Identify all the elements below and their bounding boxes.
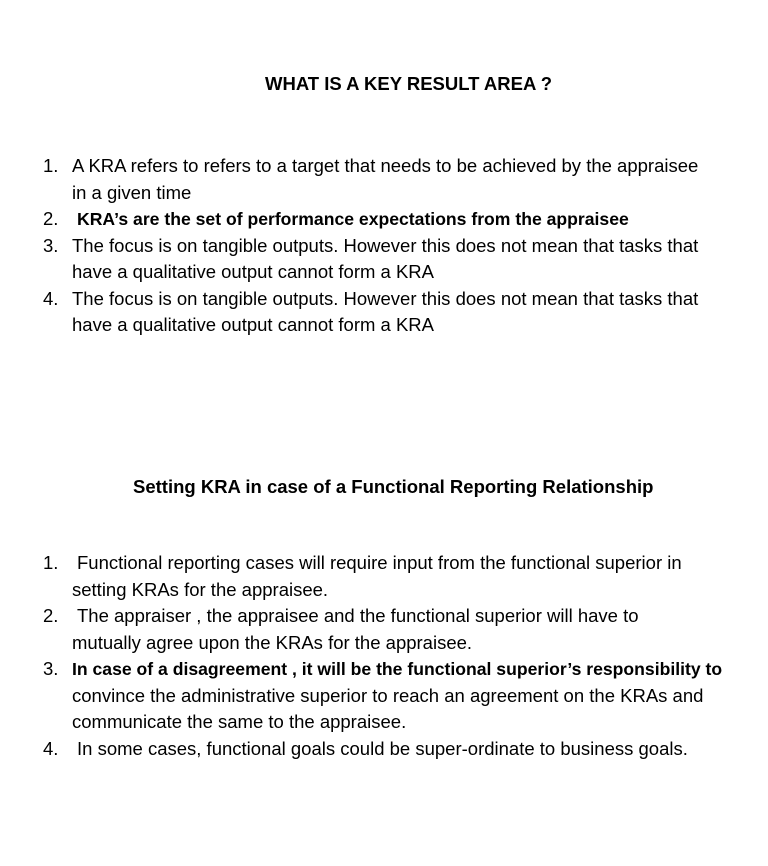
list-item-text: The appraiser , the appraisee and the functional superior will have to mutually agree upon the KRAs for the appraisee. xyxy=(72,605,639,653)
list-item xyxy=(0,233,740,286)
list-item-text: In some cases, functional goals could be super-ordinate to business goals. xyxy=(77,737,688,759)
section-title-functional-reporting: Setting KRA in case of a Functional Reporting Relationship xyxy=(133,476,654,497)
kra-definition-list xyxy=(0,153,740,339)
list-item xyxy=(0,603,740,656)
list-number: 3. xyxy=(43,234,59,256)
list-item xyxy=(0,656,740,736)
list-item-text: In case of a disagreement , it will be the functional superior’s responsibility to convince the administrative superior to reach an agreement on the KRAs and communicate the same to the appraisee. xyxy=(72,659,723,732)
list-item-text: KRA’s are the set of performance expectations from the appraisee xyxy=(77,209,629,229)
list-item xyxy=(0,206,740,233)
list-number: 4. xyxy=(43,287,59,309)
list-item xyxy=(0,736,740,763)
list-number: 4. xyxy=(43,737,59,759)
list-number: 1. xyxy=(43,155,59,176)
list-item-text: A KRA refers to refers to a target that needs to be achieved by the appraisee in a given time xyxy=(72,155,699,203)
list-number: 2. xyxy=(43,605,59,626)
list-item-text: The focus is on tangible outputs. However this does not mean that tasks that have a qualitative output cannot form a KRA xyxy=(72,234,699,282)
list-item xyxy=(0,550,740,603)
list-item xyxy=(0,153,740,206)
list-number: 1. xyxy=(43,552,59,573)
list-number: 3. xyxy=(43,658,59,679)
list-item-text: The focus is on tangible outputs. However this does not mean that tasks that have a qualitative output cannot form a KRA xyxy=(72,287,699,335)
list-number: 2. xyxy=(43,208,59,229)
list-item-text: Functional reporting cases will require input from the functional superior in setting KRAs for the appraisee. xyxy=(72,552,682,600)
functional-reporting-list xyxy=(0,550,740,762)
list-item xyxy=(0,286,740,339)
section-title-kra: WHAT IS A KEY RESULT AREA ? xyxy=(265,73,553,94)
